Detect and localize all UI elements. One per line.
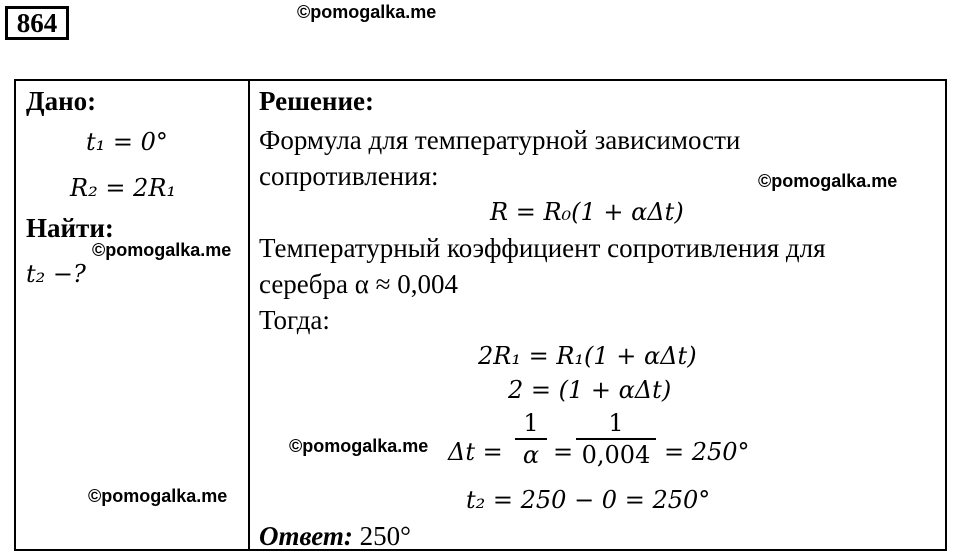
fraction bbox=[515, 408, 547, 470]
column-divider bbox=[248, 79, 250, 551]
given-heading: Дано: bbox=[26, 86, 97, 116]
equation: 2R₁ = R₁(1 + αΔt) bbox=[478, 342, 697, 370]
watermark: ©pomogalka.me bbox=[289, 436, 429, 456]
solution-text: Тогда: bbox=[259, 305, 330, 335]
answer-value: 250° bbox=[359, 521, 411, 551]
solution-text: Температурный коэффициент сопротивления для bbox=[259, 233, 826, 263]
fraction-numerator: 1 bbox=[523, 409, 539, 437]
find-heading: Найти: bbox=[26, 213, 114, 243]
formula-resistance: R = R₀(1 + αΔt) bbox=[490, 198, 684, 226]
watermark: ©pomogalka.me bbox=[297, 2, 437, 22]
problem-number: 864 bbox=[5, 6, 69, 40]
solution-text: сопротивления: bbox=[259, 161, 439, 191]
solution-text: серебра α ≈ 0,004 bbox=[259, 269, 458, 299]
fraction-numerator: 1 bbox=[608, 409, 624, 437]
watermark: ©pomogalka.me bbox=[92, 240, 232, 260]
watermark: ©pomogalka.me bbox=[88, 486, 228, 506]
answer bbox=[259, 520, 411, 552]
fraction-denominator: α bbox=[522, 441, 540, 469]
watermark: ©pomogalka.me bbox=[758, 171, 898, 191]
delta-t-rhs: = 250° bbox=[664, 438, 750, 466]
solution-heading: Решение: bbox=[259, 86, 374, 116]
fraction bbox=[576, 408, 656, 470]
find-t2: t₂ −? bbox=[26, 260, 86, 288]
solution-text: Формула для температурной зависимости bbox=[259, 125, 741, 155]
answer-label: Ответ: bbox=[259, 521, 353, 551]
delta-t-lhs: Δt = bbox=[448, 438, 503, 466]
equals-sign: = bbox=[553, 438, 574, 466]
fraction-denominator: 0,004 bbox=[581, 441, 651, 469]
given-t1: t₁ = 0° bbox=[86, 128, 168, 156]
equation-result: t₂ = 250 − 0 = 250° bbox=[466, 486, 711, 514]
given-r2: R₂ = 2R₁ bbox=[70, 174, 177, 202]
equation: 2 = (1 + αΔt) bbox=[508, 376, 672, 404]
